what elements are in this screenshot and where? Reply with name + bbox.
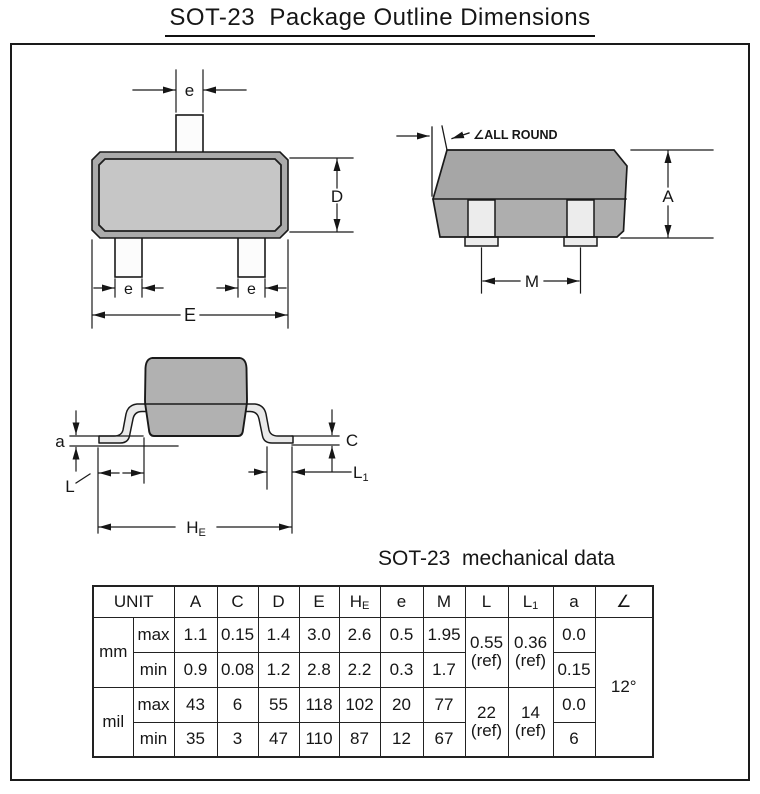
angle-symbol: ∠ [616, 591, 632, 611]
pin-bottom-left [115, 237, 142, 277]
table-cell: 12 [380, 722, 423, 757]
mechanical-data-table [92, 585, 654, 758]
header-col-main: C [231, 591, 244, 611]
table-cell: 1.2 [258, 652, 299, 687]
row-mil-min [93, 722, 653, 757]
dim-label-HE-main: H [186, 518, 199, 537]
row-mm-min [93, 652, 653, 687]
table-cell: 1.1 [174, 617, 217, 652]
pin-top [176, 115, 203, 153]
table-cell: 2.8 [299, 652, 339, 687]
ref-note: (ref) [470, 651, 503, 670]
package-body-front [145, 358, 247, 436]
table-cell: 0.3 [380, 652, 423, 687]
header-row [93, 586, 653, 617]
ref-note: (ref) [514, 720, 547, 740]
lead-right [567, 200, 594, 237]
table-cell: 20 [380, 687, 423, 722]
table-cell-L-mm [465, 617, 508, 687]
table-cell-L1-mil [508, 687, 553, 757]
header-unit: UNIT [93, 586, 174, 617]
header-col-main: H [349, 591, 362, 611]
header-col-sub: E [361, 599, 370, 612]
unit-cell-mil: mil [93, 687, 133, 757]
header-col-main: e [396, 591, 407, 611]
header-col-L1 [508, 586, 553, 617]
dim-label-L1 [353, 463, 369, 484]
angle-edge-line [442, 126, 447, 150]
limit-cell: max [133, 687, 174, 722]
extension-lines [98, 438, 144, 533]
table-cell: 77 [423, 687, 465, 722]
row-mil-max [93, 687, 653, 722]
table-cell: 1.7 [423, 652, 465, 687]
dimension-D [290, 158, 353, 232]
header-col-main: D [272, 591, 285, 611]
dim-label-e-right: e [247, 281, 256, 298]
table-cell: 3 [217, 722, 258, 757]
pin-bottom-right [238, 237, 265, 277]
dimension-C [292, 410, 339, 471]
table-cell: 2.6 [339, 617, 380, 652]
dim-label-M: M [524, 272, 540, 291]
dim-label-L1-main: L [353, 463, 363, 482]
side-view-figure [397, 126, 713, 293]
package-body-inner [99, 159, 281, 231]
table-title: SOT-23 mechanical data [378, 547, 615, 570]
header-col-C [217, 586, 258, 617]
lead-right-foot [564, 237, 597, 246]
table-cell: 110 [299, 722, 339, 757]
table-header [93, 586, 653, 617]
ref-note: (ref) [514, 651, 547, 670]
table-cell-L-mil [465, 687, 508, 757]
table-cell: 1.95 [423, 617, 465, 652]
ref-value: 0.55 [469, 633, 504, 652]
header-col-M [423, 586, 465, 617]
dim-label-e-top: e [184, 81, 195, 100]
leader-line [76, 474, 90, 483]
table-body [93, 617, 653, 757]
table-cell: 67 [423, 722, 465, 757]
ref-value: 14 [521, 702, 540, 722]
table-cell: 118 [299, 687, 339, 722]
limit-cell: max [133, 617, 174, 652]
row-mm-max [93, 617, 653, 652]
table-cell-L1-mm [508, 617, 553, 687]
header-col-sub: 1 [532, 599, 539, 612]
dim-label-C: C [345, 431, 359, 450]
header-col-e [380, 586, 423, 617]
gullwing-lead-left [99, 404, 150, 443]
dimension-L [76, 438, 144, 533]
ref-note: (ref) [470, 720, 503, 740]
dim-label-a: a [55, 432, 65, 451]
header-col-main: L [522, 591, 533, 611]
annotation-arrow [452, 133, 469, 139]
header-col-main: E [313, 591, 325, 611]
table-cell: 6 [553, 722, 595, 757]
table-cell: 6 [217, 687, 258, 722]
header-col-main: L [481, 591, 492, 611]
ref-value: 0.36 [513, 633, 548, 652]
header-col-angle [595, 586, 653, 617]
table-cell-angle: 12° [595, 617, 653, 757]
table-cell: 0.0 [553, 617, 595, 652]
table-cell: 0.0 [553, 687, 595, 722]
dim-label-e-left: e [124, 281, 133, 298]
table-cell: 2.2 [339, 652, 380, 687]
front-view-figure [55, 358, 368, 539]
table-cell: 0.15 [217, 617, 258, 652]
header-col-main: A [189, 591, 202, 611]
table-cell: 43 [174, 687, 217, 722]
ref-value: 22 [477, 702, 496, 722]
dim-label-E: E [183, 305, 197, 325]
all-round-label: ∠ALL ROUND [473, 128, 558, 142]
extension-lines [267, 447, 292, 533]
header-col-L [465, 586, 508, 617]
header-col-a [553, 586, 595, 617]
table-cell: 35 [174, 722, 217, 757]
table-cell: 0.5 [380, 617, 423, 652]
lead-left-foot [465, 237, 498, 246]
dim-label-A: A [662, 187, 674, 206]
package-body-top-bevel [434, 150, 628, 199]
dimension-L1 [249, 447, 351, 533]
dim-label-HE-sub: E [198, 527, 206, 539]
table-cell: 1.4 [258, 617, 299, 652]
table-cell: 102 [339, 687, 380, 722]
reference-lines [292, 436, 339, 445]
top-view-figure [92, 70, 353, 328]
page-title-text: SOT-23 Package Outline Dimensions [165, 4, 594, 37]
gullwing-lead-right [242, 404, 293, 443]
lead-left [468, 200, 495, 237]
table-cell: 0.15 [553, 652, 595, 687]
table-cell: 47 [258, 722, 299, 757]
table-cell: 0.08 [217, 652, 258, 687]
extension-lines [290, 158, 353, 232]
header-col-D [258, 586, 299, 617]
table-cell: 55 [258, 687, 299, 722]
header-col-A [174, 586, 217, 617]
table-cell: 0.9 [174, 652, 217, 687]
dim-label-L1-sub: 1 [362, 472, 369, 484]
dim-label-HE [186, 518, 206, 539]
header-col-E [299, 586, 339, 617]
table-cell: 87 [339, 722, 380, 757]
limit-cell: min [133, 652, 174, 687]
dim-label-D: D [330, 187, 344, 206]
header-col-main: M [436, 591, 452, 611]
dim-label-L: L [65, 477, 75, 496]
header-col-main: a [569, 591, 579, 611]
unit-cell-mm: mm [93, 617, 133, 687]
table-cell: 3.0 [299, 617, 339, 652]
header-col-HE [339, 586, 380, 617]
limit-cell: min [133, 722, 174, 757]
